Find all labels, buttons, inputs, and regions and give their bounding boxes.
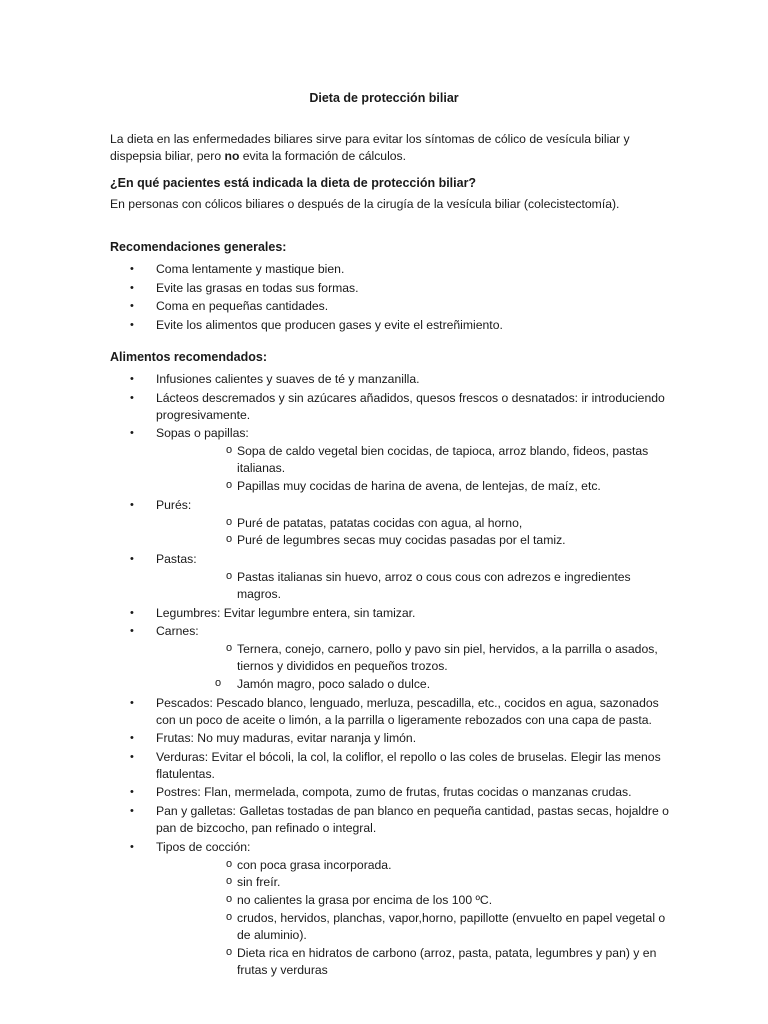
sublist-item: o Sopa de caldo vegetal bien cocidas, de tapioca, arroz blando, fideos, pastas italianas.: [156, 443, 670, 477]
list-item-text: Pan y galletas: Galletas tostadas de pan blanco en pequeña cantidad, pastas secas, hojaldre o pan de bizcocho, pan refinado o integral.: [156, 803, 669, 835]
list-item: [110, 749, 670, 783]
recomendaciones-section: [110, 239, 670, 335]
list-item-text: Verduras: Evitar el bócoli, la col, la coliflor, el repollo o las coles de bruselas. Elegir las menos flatulentas.: [156, 749, 661, 781]
list-item-text: Postres: Flan, mermelada, compota, zumo de frutas, frutas cocidas o manzanas crudas.: [156, 785, 632, 800]
sublist: [156, 443, 670, 495]
sublist-item: o Dieta rica en hidratos de carbono (arroz, pasta, patata, legumbres y pan) y en frutas y verduras: [156, 945, 670, 979]
document-title: Dieta de protección biliar: [309, 91, 459, 105]
sublist-item: o no calientes la grasa por encima de los 100 ºC.: [156, 892, 670, 909]
list-item: [110, 371, 670, 388]
list-item: [110, 695, 670, 729]
sublist-item: o Ternera, conejo, carnero, pollo y pavo sin piel, hervidos, a la parrilla o asados, tiernos y divididos en pequeños trozos.: [156, 641, 670, 675]
list-item: [110, 730, 670, 747]
intro-text-after: evita la formación de cálculos.: [239, 149, 407, 163]
list-item: • Evite los alimentos que producen gases y evite el estreñimiento.: [110, 317, 670, 334]
list-item: [110, 605, 670, 622]
list-item-text: Tipos de cocción:: [156, 839, 251, 854]
list-item: • Coma en pequeñas cantidades.: [110, 298, 670, 315]
list-item-text: Pastas:: [156, 551, 197, 566]
list-item: [110, 425, 670, 495]
list-item: • Coma lentamente y mastique bien.: [110, 261, 670, 278]
list-item-text: Sopas o papillas:: [156, 426, 249, 441]
recomendaciones-heading: Recomendaciones generales:: [110, 240, 287, 254]
list-item-text: Carnes:: [156, 624, 199, 639]
list-item-text: Pescados: Pescado blanco, lenguado, merluza, pescadilla, etc., cocidos en agua, sazonados con un poco de aceite o limón, a la parrilla o ligeramente rebozados con una capa de pasta.: [156, 695, 659, 727]
list-item-text: Lácteos descremados y sin azúcares añadidos, quesos frescos o desnatados: ir introduciendo progresivamente.: [156, 390, 665, 422]
list-item: [110, 497, 670, 550]
sublist-item: o sin freír.: [156, 874, 670, 891]
intro-text: [110, 131, 670, 165]
list-item: [110, 839, 670, 979]
list-item: [110, 784, 670, 801]
intro-paragraph: [110, 131, 670, 165]
intro-text-before: La dieta en las enfermedades biliares sirve para evitar los síntomas de cólico de vesícula biliar y dispepsia biliar, pero: [110, 132, 630, 163]
sublist-item: o Papillas muy cocidas de harina de avena, de lentejas, de maíz, etc.: [156, 478, 670, 495]
sublist: [156, 515, 670, 550]
indicacion-section: [110, 175, 670, 213]
sublist-item: o crudos, hervidos, planchas, vapor,horno, papillotte (envuelto en papel vegetal o de aluminio).: [156, 910, 670, 944]
sublist-item: o con poca grasa incorporada.: [156, 857, 670, 874]
sublist-item-text: Jamón magro, poco salado o dulce.: [237, 676, 431, 691]
sublist: [156, 641, 670, 693]
sublist-item: o Pastas italianas sin huevo, arroz o cous cous con adrezos e ingredientes magros.: [156, 569, 670, 603]
alimentos-list: [110, 371, 670, 979]
alimentos-heading: Alimentos recomendados:: [110, 350, 267, 364]
sublist-item: [156, 676, 670, 693]
indicacion-heading: ¿En qué pacientes está indicada la dieta de protección biliar?: [110, 176, 477, 190]
sublist: [156, 857, 670, 979]
list-item: • Evite las grasas en todas sus formas.: [110, 280, 670, 297]
list-item-text: Frutas: No muy maduras, evitar naranja y limón.: [156, 731, 417, 746]
recomendaciones-list: [110, 261, 670, 334]
sublist-item: o Puré de patatas, patatas cocidas con agua, al horno,: [156, 515, 670, 532]
sublist: [156, 569, 670, 603]
intro-text-bold: no: [224, 149, 240, 163]
list-item-text: Legumbres: Evitar legumbre entera, sin tamizar.: [156, 605, 416, 620]
alimentos-section: [110, 349, 670, 980]
list-item: [110, 623, 670, 693]
list-item: [110, 390, 670, 424]
list-item: [110, 551, 670, 603]
list-item-text: Infusiones calientes y suaves de té y manzanilla.: [156, 372, 420, 386]
indicacion-text: En personas con cólicos biliares o después de la cirugía de la vesícula biliar (colecistectomía).: [110, 197, 620, 211]
list-item: [110, 803, 670, 837]
sublist-item: o Puré de legumbres secas muy cocidas pasadas por el tamiz.: [156, 532, 670, 549]
list-item-text: Purés:: [156, 497, 192, 512]
